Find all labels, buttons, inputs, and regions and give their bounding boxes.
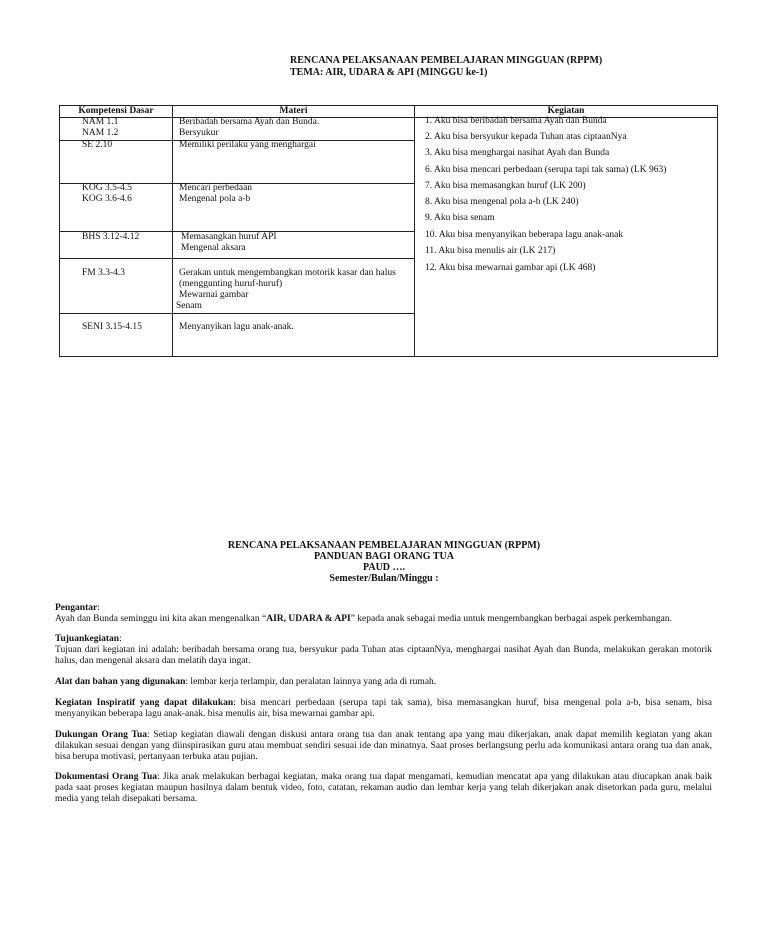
tujuan-text: Tujuan dari kegiatan ini adalah: beribadah bersama orang tua, bersyukur pada Tuhan atas ciptaanNya, menghargai nasihat Ayah dan Bunda, melakukan gerakan motorik halus, dan mengenal aksara dan melatih daya ingat.	[55, 645, 712, 666]
dukungan-text: : Setiap kegiatan diawali dengan diskusi antara orang tua dan anak tentang apa yang mau dikerjakan, anak dapat memilih kegiatan yang akan dilakukan sesuai dengan yang diinspirasikan guru atau membuat sendiri sesuai ide dan minatnya. Saat proses berlangsung perlu ada komunikasi antara orang tua dan anak, bisa berupa motivasi, pertanyaan terbuka atau pujian.	[55, 730, 713, 762]
materi-text: Mengenal aksara	[181, 243, 246, 253]
panduan-title	[0, 540, 768, 584]
kd-cell	[82, 117, 118, 139]
materi-cell	[179, 140, 316, 151]
kegiatan-inspiratif-text: : bisa mencari perbedaan (serupa tapi tak sama), bisa memasangkan huruf, bisa mengenal pola a-b, bisa senam, bisa menyanyikan beberapa lagu anak-anak. bisa menulis air, bisa mewarnai gambar api.	[55, 698, 712, 719]
materi-text: Mewarnai gambar	[179, 290, 249, 300]
materi-text: Gerakan untuk mengembangkan motorik kasar dan halus	[179, 268, 396, 278]
section-dukungan	[55, 730, 712, 763]
panduan-title-line3: PAUD ….	[362, 562, 406, 573]
materi-text: (menggunting huruf-huruf)	[179, 279, 283, 289]
kegiatan-item: 11. Aku bisa menulis air (LK 217)	[425, 246, 556, 256]
kegiatan-item: 2. Aku bisa bersyukur kepada Tuhan atas ciptaanNya	[425, 132, 627, 142]
header-kompetensi-dasar: Kompetensi Dasar	[78, 106, 154, 116]
materi-text: Senam	[176, 301, 202, 311]
pengantar-text-pre: Ayah dan Bunda seminggu ini kita akan mengenalkan “	[55, 614, 267, 624]
kd-cell	[82, 140, 112, 151]
rppm-title-line2: TEMA: AIR, UDARA & API (MINGGU ke-1)	[290, 67, 488, 78]
section-kegiatan-inspiratif	[55, 698, 712, 720]
dukungan-label: Dukungan Orang Tua	[55, 730, 148, 740]
kegiatan-item: 3. Aku bisa menghargai nasihat Ayah dan Bunda	[425, 148, 610, 158]
dokumentasi-label: Dokumentasi Orang Tua	[55, 772, 157, 782]
kd-code: SE 2.10	[82, 140, 113, 150]
materi-text: Mengenal pola a-b	[179, 194, 251, 204]
tujuan-label: Tujuankegiatan	[55, 634, 120, 644]
kegiatan-item: 8. Aku bisa mengenal pola a-b (LK 240)	[425, 197, 579, 207]
materi-text: Memasangkan huruf API	[181, 232, 277, 242]
dokumentasi-text: : Jika anak melakukan berbagai kegiatan, maka orang tua dapat mengamati, kemudian mencatat apa yang dilakukan atau diucapkan anak baik pada saat proses kegiatan maupun hasilnya dalam bentuk video, foto, catatan, rekaman audio dan lembar kerja yang telah dikerjakan anak disetorkan pada guru, melalui media yang telah disepakati bersama.	[55, 772, 712, 804]
kd-code: NAM 1.1	[82, 117, 119, 127]
header-materi: Materi	[279, 106, 308, 116]
kegiatan-item: 12. Aku bisa mewarnai gambar api (LK 468)	[425, 263, 596, 273]
panduan-title-line2: PANDUAN BAGI ORANG TUA	[314, 551, 454, 562]
kd-cell	[82, 268, 125, 279]
kegiatan-item: 7. Aku bisa memasangkan huruf (LK 200)	[425, 181, 586, 191]
kegiatan-item: 9. Aku bisa senam	[425, 213, 495, 223]
kegiatan-inspiratif-label: Kegiatan Inspiratif yang dapat dilakukan	[55, 698, 234, 708]
materi-text: Beribadah bersama Ayah dan Bunda.	[179, 117, 320, 127]
materi-text: Mencari perbedaan	[179, 183, 253, 193]
kd-code: NAM 1.2	[82, 128, 119, 138]
rppm-title	[290, 55, 602, 79]
materi-text: Bersyukur	[179, 128, 219, 138]
section-alat	[55, 677, 712, 688]
materi-cell	[176, 268, 396, 312]
section-dokumentasi	[55, 772, 712, 805]
kd-code: BHS 3.12-4.12	[82, 232, 140, 242]
alat-label: Alat dan bahan yang digunakan	[55, 677, 186, 687]
materi-text: Menyanyikan lagu anak-anak.	[179, 322, 294, 332]
kegiatan-item: 10. Aku bisa menyanyikan beberapa lagu anak-anak	[425, 230, 624, 240]
panduan-title-line1: RENCANA PELAKSANAAN PEMBELAJARAN MINGGUAN (RPPM)	[227, 540, 541, 551]
panduan-title-line4: Semester/Bulan/Minggu :	[329, 573, 439, 584]
pengantar-theme: AIR, UDARA & API	[266, 614, 351, 624]
kd-code: KOG 3.6-4.6	[82, 194, 132, 204]
section-tujuan: Tujuankegiatan: Tujuan dari kegiatan ini adalah: beribadah bersama orang tua, bersyukur pada Tuhan atas ciptaanNya, menghargai nasihat Ayah dan Bunda, melakukan gerakan motorik halus, dan mengenal aksara dan melatih daya ingat.	[55, 634, 712, 666]
materi-cell	[179, 117, 319, 139]
kegiatan-item: 6. Aku bisa mencari perbedaan (serupa tapi tak sama) (LK 963)	[425, 165, 667, 175]
kegiatan-item: 1. Aku bisa beribadah bersama Ayah dan Bunda	[425, 116, 607, 126]
materi-cell	[179, 183, 252, 205]
kd-cell	[82, 183, 132, 205]
kd-cell	[82, 322, 142, 333]
kd-code: KOG 3.5-4.5	[82, 183, 132, 193]
materi-cell	[181, 232, 277, 254]
section-pengantar: Pengantar: Ayah dan Bunda seminggu ini kita akan mengenalkan “AIR, UDARA & API” kepada anak sebagai media untuk mengembangkan berbagai aspek perkembangan.	[55, 603, 672, 624]
materi-cell	[179, 322, 294, 333]
header-kegiatan: Kegiatan	[547, 106, 585, 116]
materi-text: Memiliki perilaku yang menghargai	[179, 140, 316, 150]
kd-code: SENI 3.15-4.15	[82, 322, 142, 332]
pengantar-text-post: ” kepada anak sebagai media untuk mengembangkan berbagai aspek perkembangan.	[350, 614, 672, 624]
kd-cell	[82, 232, 139, 243]
kd-code: FM 3.3-4.3	[82, 268, 126, 278]
rppm-title-line1: RENCANA PELAKSANAAN PEMBELAJARAN MINGGUAN (RPPM)	[290, 55, 603, 66]
pengantar-label: Pengantar	[55, 603, 98, 613]
alat-text: : lembar kerja terlampir, dan peralatan lainnya yang ada di rumah.	[185, 677, 437, 687]
